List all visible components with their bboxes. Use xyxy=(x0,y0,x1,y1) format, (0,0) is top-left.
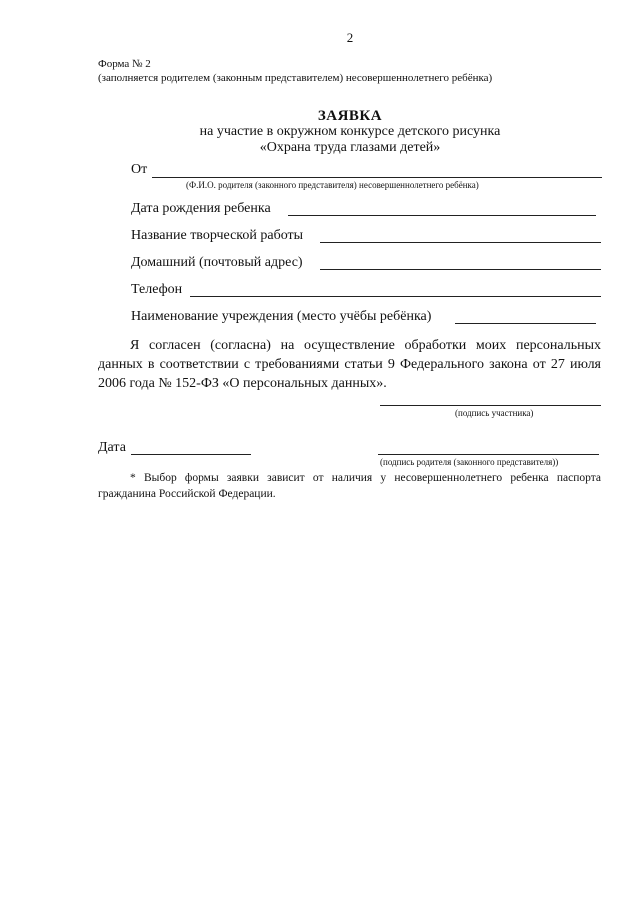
work-title-label: Название творческой работы xyxy=(131,228,304,243)
work-title-field[interactable] xyxy=(320,242,601,243)
document-title: ЗАЯВКА xyxy=(317,108,383,124)
phone-field[interactable] xyxy=(190,296,601,297)
address-field[interactable] xyxy=(320,269,601,270)
consent-text xyxy=(98,336,601,393)
parent-signature-hint: (подпись родителя (законного представителя)) xyxy=(380,457,559,467)
from-field[interactable] xyxy=(152,177,602,178)
phone-label: Телефон xyxy=(131,282,183,297)
address-label: Домашний (почтовый адрес) xyxy=(131,255,303,270)
participant-signature-field[interactable] xyxy=(380,405,601,406)
from-label: От xyxy=(131,162,148,177)
consent-statement: Я согласен (согласна) на осуществление обработки моих персональных данных в соответствии с требованиями статьи 9 Федерального закона от 27 июля 2006 года № 152-ФЗ «О персональных данных». xyxy=(98,338,601,391)
document-subtitle-2: «Охрана труда глазами детей» xyxy=(259,140,441,155)
form-note: (заполняется родителем (законным представителем) несовершеннолетнего ребёнка) xyxy=(98,72,493,84)
form-number: Форма № 2 xyxy=(98,58,151,70)
birth-date-label: Дата рождения ребенка xyxy=(131,201,271,216)
date-field[interactable] xyxy=(131,454,251,455)
footnote: * Выбор формы заявки зависит от наличия у несовершеннолетнего ребенка паспорта гражданина Российской Федерации. xyxy=(98,472,601,500)
institution-label: Наименование учреждения (место учёбы ребёнка) xyxy=(131,309,432,324)
birth-date-field[interactable] xyxy=(288,215,596,216)
page-number: 2 xyxy=(346,30,354,45)
participant-signature-hint: (подпись участника) xyxy=(455,408,534,418)
date-label: Дата xyxy=(98,440,126,455)
from-hint: (Ф.И.О. родителя (законного представителя) несовершеннолетнего ребёнка) xyxy=(186,180,479,190)
document-subtitle-1: на участие в окружном конкурсе детского рисунка xyxy=(199,124,501,139)
parent-signature-field[interactable] xyxy=(378,454,599,455)
institution-field[interactable] xyxy=(455,323,596,324)
